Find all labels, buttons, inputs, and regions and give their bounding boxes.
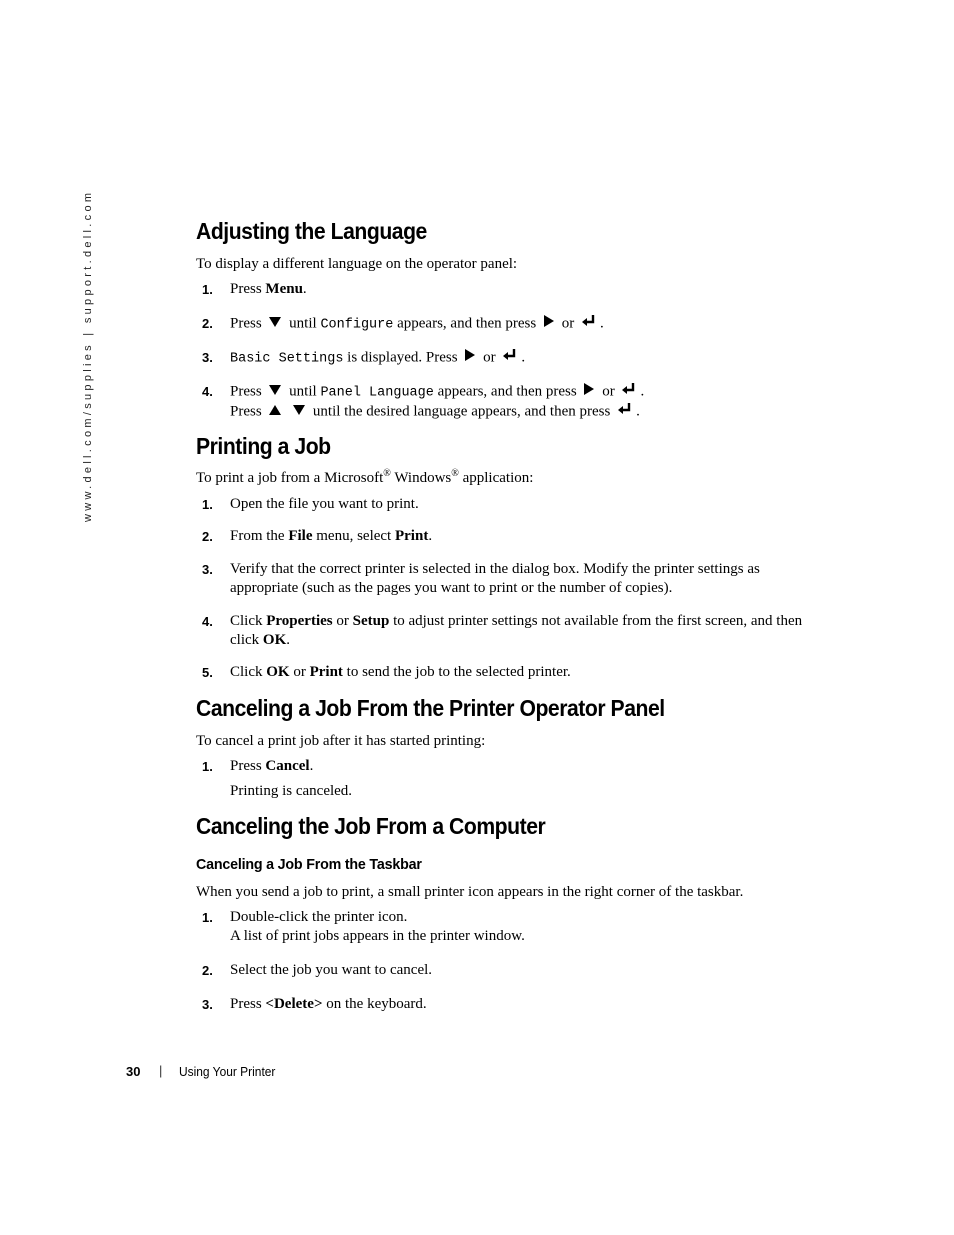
step-text: Click OK or Print to send the job to the selected printer. [230, 664, 571, 680]
menu-code: Basic Settings [230, 351, 344, 367]
step-text: Open the file you want to print. [230, 496, 419, 512]
step-text: From the File menu, select Print. [230, 528, 433, 544]
menu-code: Panel Language [320, 385, 434, 401]
heading-adjusting-language: Adjusting the Language [196, 218, 427, 244]
heading-canceling-computer: Canceling the Job From a Computer [196, 813, 546, 839]
step-number: 3. [202, 350, 213, 365]
sidebar-url-text: www.dell.com/supplies | support.dell.com [82, 189, 94, 522]
step-text: Press Menu. [230, 281, 307, 297]
step-text: Click Properties or Setup to adjust printer settings not available from the first screen, and then click OK. [230, 613, 803, 648]
step-number: 1. [202, 282, 213, 297]
right-arrow-icon [464, 348, 476, 368]
enter-key-icon [581, 314, 597, 334]
intro-printing: To print a job from a Microsoft® Windows® application: [196, 468, 534, 486]
step-text: Verify that the correct printer is selected in the dialog box. Modify the printer settings as appropriate (such as the pages you want to print or the number of copies). [230, 561, 760, 596]
step-text: Press Cancel. [230, 758, 314, 774]
intro-taskbar: When you send a job to print, a small printer icon appears in the right corner of the taskbar. [196, 884, 744, 900]
heading-canceling-panel: Canceling a Job From the Printer Operator Panel [196, 695, 665, 721]
sidebar-url [80, 189, 104, 522]
down-arrow-icon [292, 403, 306, 422]
intro-language: To display a different language on the operator panel: [196, 256, 518, 272]
enter-key-icon [617, 402, 633, 422]
step-number: 4. [202, 614, 213, 629]
right-arrow-icon [583, 382, 595, 402]
step-result: Printing is canceled. [230, 783, 353, 799]
subheading-taskbar: Canceling a Job From the Taskbar [196, 856, 422, 873]
step-number: 4. [202, 384, 213, 399]
menu-key-label: Menu [265, 281, 303, 297]
step-number: 1. [202, 759, 213, 774]
step-number: 5. [202, 665, 213, 680]
enter-key-icon [621, 382, 637, 402]
right-arrow-icon [543, 314, 555, 334]
intro-cancel-panel: To cancel a print job after it has started printing: [196, 733, 486, 749]
up-arrow-icon [268, 403, 282, 422]
step-text: Double-click the printer icon. A list of print jobs appears in the printer window. [230, 909, 525, 944]
footer-separator: | [159, 1063, 163, 1078]
step-text: Press until Panel Language appears, and then press or . Press until the desired language appears, and then press . [230, 382, 805, 422]
heading-printing-job: Printing a Job [196, 433, 331, 459]
page-number: 30 [126, 1064, 141, 1079]
step-text: Press <Delete> on the keyboard. [230, 996, 427, 1012]
step-number: 3. [202, 997, 213, 1012]
step-number: 2. [202, 316, 213, 331]
step-number: 1. [202, 910, 213, 925]
step-number: 2. [202, 963, 213, 978]
step-number: 1. [202, 497, 213, 512]
step-number: 3. [202, 562, 213, 577]
chapter-title: Using Your Printer [179, 1064, 276, 1079]
step-number: 2. [202, 529, 213, 544]
down-arrow-icon [268, 383, 282, 402]
step-text: Basic Settings is displayed. Press or . [230, 349, 526, 367]
enter-key-icon [502, 348, 518, 368]
step-text: Press until Configure appears, and then press or . [230, 315, 604, 333]
down-arrow-icon [268, 315, 282, 334]
step-text: Select the job you want to cancel. [230, 962, 433, 978]
menu-code: Configure [320, 317, 394, 333]
